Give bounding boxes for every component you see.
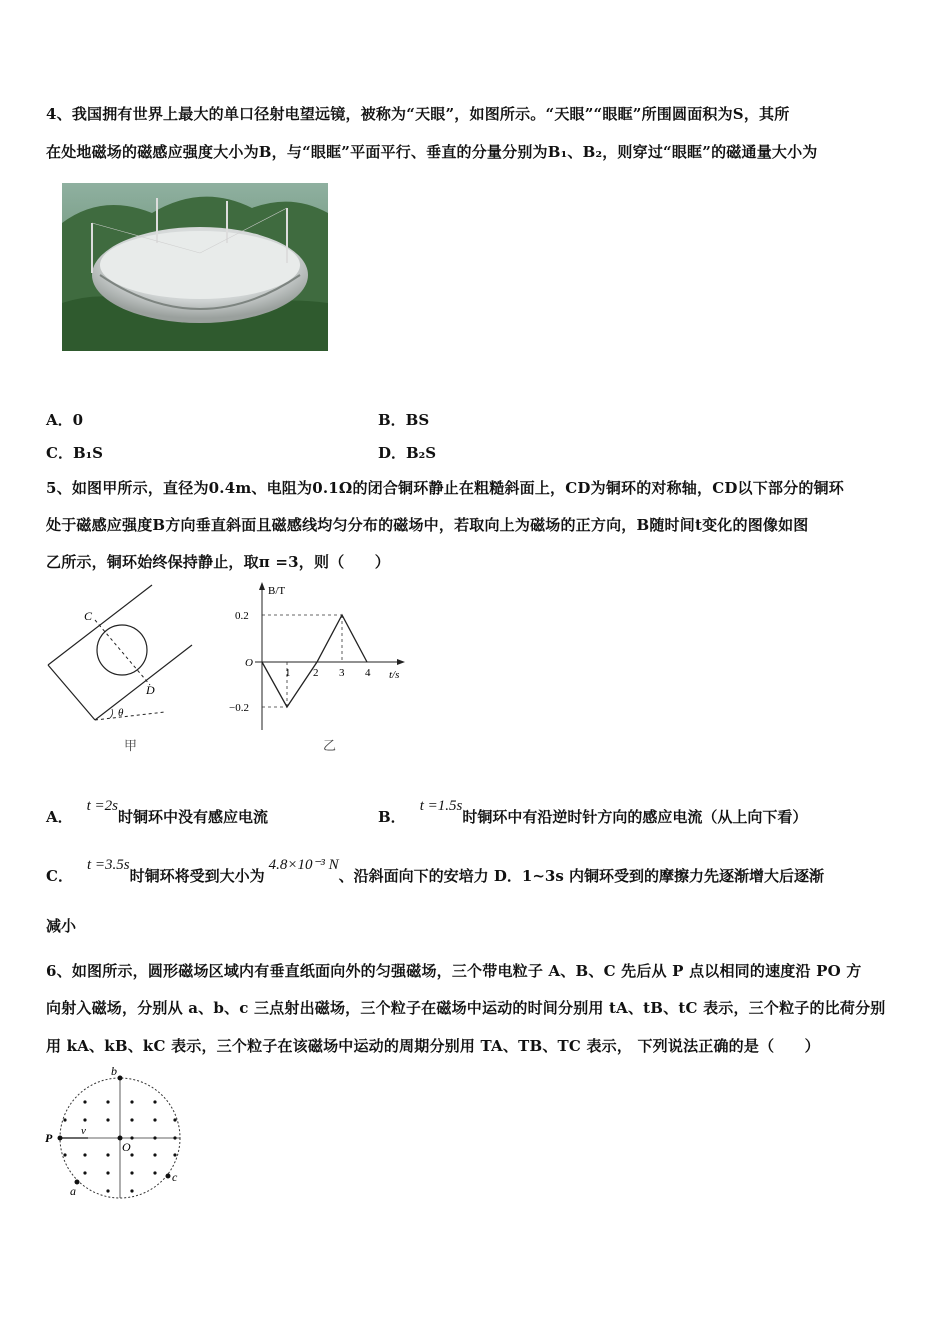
point-c: [166, 1174, 171, 1179]
q5-option-c-continued: 减小: [46, 917, 77, 935]
origin-label: O: [245, 657, 253, 669]
tick-x-3: 3: [339, 667, 345, 679]
caption-jia: 甲: [124, 739, 138, 754]
option-a-math: t =2s: [86, 798, 119, 814]
fast-telescope-photo: [62, 183, 328, 351]
tick-y-positive: 0.2: [235, 610, 249, 622]
q4-option-b[interactable]: B．BS: [378, 411, 430, 429]
option-a-text: 时铜环中没有感应电流: [118, 808, 269, 826]
q4-option-c[interactable]: C．B₁S: [46, 444, 104, 462]
figure-yi-b-t-graph: [225, 580, 415, 755]
q4-text-line-2: 在处地磁场的磁感应强度大小为B，与“眼眶”平面平行、垂直的分量分别为B₁、B₂，则穿过“眼眶”的磁通量大小为: [46, 143, 818, 161]
option-a-prefix: A．: [46, 808, 73, 826]
y-axis-label: B/T: [268, 585, 286, 597]
option-b-prefix: B．: [378, 808, 406, 826]
label-b: b: [111, 1065, 117, 1078]
option-c-text-1: 时铜环将受到大小为: [129, 867, 265, 885]
option-b-math: t =1.5s: [419, 798, 463, 814]
label-d: D: [146, 683, 155, 697]
tick-x-2: 2: [313, 667, 319, 679]
q4-option-a[interactable]: A．0: [46, 411, 84, 429]
q5-option-b[interactable]: [378, 798, 808, 827]
label-c: C: [84, 609, 93, 623]
point-p: [58, 1136, 63, 1141]
q6-text-line-1: 6、如图所示，圆形磁场区域内有垂直纸面向外的匀强磁场，三个带电粒子 A、B、C 先后从 P 点以相同的速度沿 PO 方: [46, 962, 862, 980]
figure-jia-incline: [40, 580, 205, 755]
option-c-prefix: C．: [46, 867, 73, 885]
q4-text-line-1: 4、我国拥有世界上最大的单口径射电望远镜，被称为“天眼”，如图所示。“天眼”“眼眶”所围圆面积为S，其所: [46, 105, 790, 123]
label-o: O: [122, 1140, 131, 1154]
tick-x-4: 4: [365, 667, 371, 679]
option-c-math: t =3.5s: [86, 857, 130, 873]
point-b: [118, 1076, 123, 1081]
option-b-text: 时铜环中有沿逆时针方向的感应电流（从上向下看）: [462, 808, 808, 826]
option-c-math-2: 4.8×10⁻³ N: [268, 857, 339, 873]
q5-text-line-1: 5、如图甲所示，直径为0.4m、电阻为0.1Ω的闭合铜环静止在粗糙斜面上，CD为铜环的对称轴，CD以下部分的铜环: [46, 479, 844, 497]
figure-circular-field: [40, 1065, 200, 1205]
q6-text-line-2: 向射入磁场，分别从 a、b、c 三点射出磁场，三个粒子在磁场中运动的时间分别用 tA、tB、tC 表示，三个粒子的比荷分别: [46, 999, 886, 1017]
q5-option-c[interactable]: [46, 857, 824, 886]
label-c: c: [172, 1170, 178, 1184]
label-v: v: [81, 1125, 86, 1137]
q5-text-line-2: 处于磁感应强度B方向垂直斜面且磁感线均匀分布的磁场中，若取向上为磁场的正方向，B随时间t变化的图像如图: [46, 516, 809, 534]
q5-text-line-3: 乙所示，铜环始终保持静止，取π =3，则（ ）: [46, 553, 391, 571]
q6-text-line-3: 用 kA、kB、kC 表示，三个粒子在该磁场中运动的周期分别用 TA、TB、TC 表示， 下列说法正确的是（ ）: [46, 1037, 820, 1055]
label-p: P: [45, 1131, 53, 1145]
option-c-text-2: 、沿斜面向下的安培力 D．1~3s 内铜环受到的摩擦力先逐渐增大后逐渐: [338, 867, 824, 885]
label-theta: θ: [118, 707, 124, 719]
label-a: a: [70, 1184, 76, 1198]
q4-option-d[interactable]: D．B₂S: [378, 444, 437, 462]
q5-option-a[interactable]: [46, 798, 269, 827]
caption-yi: 乙: [323, 739, 337, 754]
x-axis-label: t/s: [389, 669, 400, 681]
tick-x-1: 1: [285, 667, 291, 679]
tick-y-negative: −0.2: [229, 702, 249, 714]
